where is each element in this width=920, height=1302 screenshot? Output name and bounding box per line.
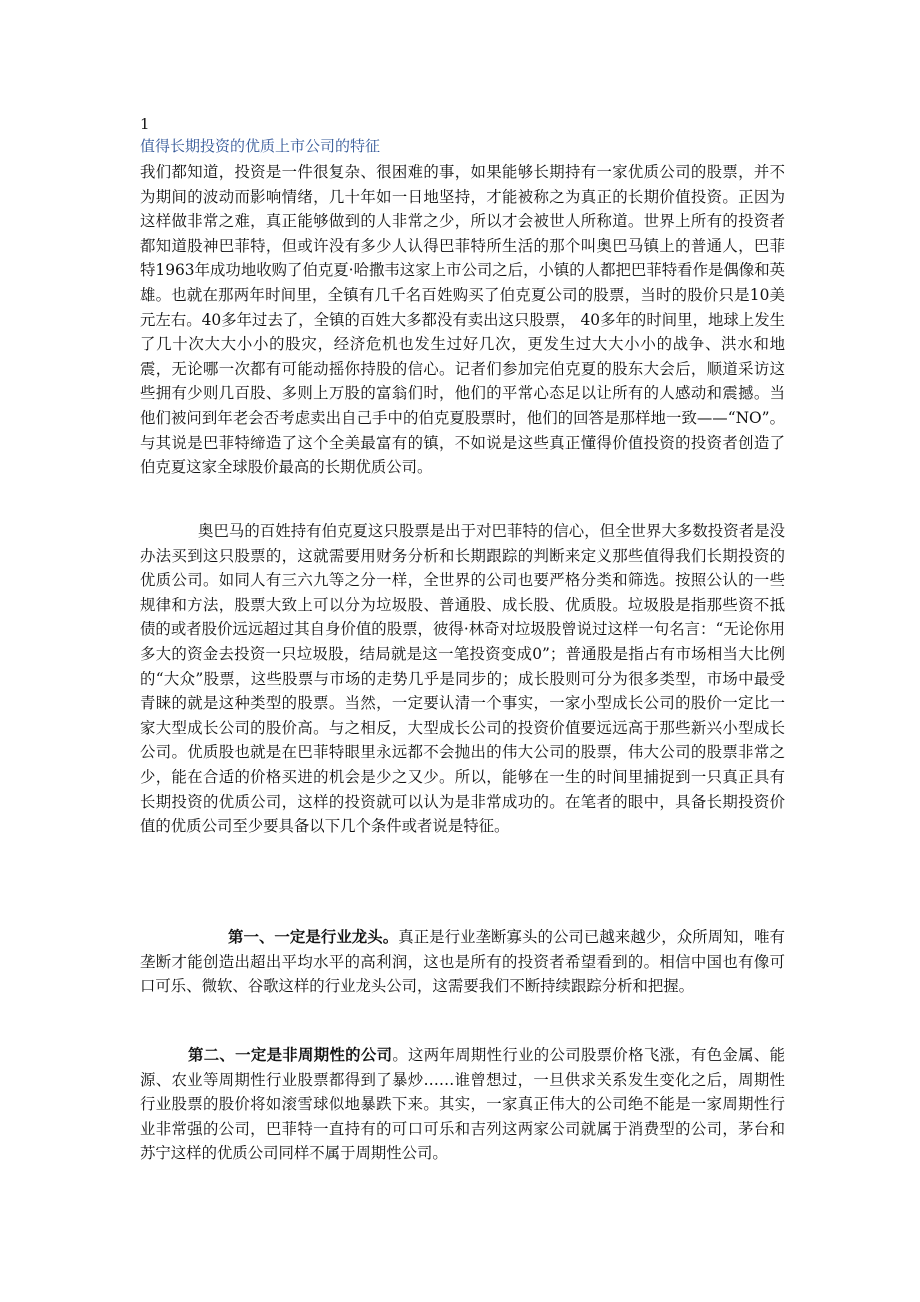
paragraph-text: 奥巴马的百姓持有伯克夏这只股票是出于对巴菲特的信心，但全世界大多数投资者是没办法买到这只股票的，这就需要用财务分析和长期跟踪的判断来定义那些值得我们长期投资的优质公司。如同人有三六九等之分一样，全世界的公司也要严格分类和筛选。按照公认的一些规律和方法，股票大致上可以分为垃圾股、普通股、成长股、优质股。垃圾股是指那些资不抵债的或者股价远远超过其自身价值的股票，彼得·林奇对垃圾股曾说过这样一句名言：“无论你用多大的资金去投资一只垃圾股，结局就是这一笔投资变成0”；普通股是指占有市场相当大比例的“大众”股票，这些股票与市场的走势几乎是同步的；成长股则可分为很多类型，市场中最受青睐的就是这种类型的股票。当然，一定要认清一个事实，一家小型成长公司的股价一定比一家大型成长公司的股价高。与之相反，大型成长公司的投资价值要远远高于那些新兴小型成长公司。优质股也就是在巴菲特眼里永远都不会抛出的伟大公司的股票，伟大公司的股票非常之少，能在合适的价格买进的机会是少之又少。所以，能够在一生的时间里捕捉到一只真正具有长期投资的优质公司，这样的投资就可以认为是非常成功的。在笔者的眼中，具备长期投资价值的优质公司至少要具备以下几个条件或者说是特征。: [140, 522, 785, 836]
paragraph-text: 。这两年周期性行业的公司股票价格飞涨，有色金属、能源、农业等周期性行业股票都得到了暴炒……谁曾想过，一旦供求关系发生变化之后，周期性行业股票的股价将如滚雪球似地暴跌下来。其实，一家真正伟大的公司绝不能是一家周期性行业非常强的公司，巴菲特一直持有的可口可乐和吉列这两家公司就属于消费型的公司，茅台和苏宁这样的优质公司同样不属于周期性公司。: [140, 1046, 785, 1163]
paragraph-feature-two: [140, 1043, 785, 1166]
paragraph-classification: [140, 519, 785, 839]
page-number: 1: [140, 115, 150, 133]
paragraph-lead: 第二、一定是非周期性的公司: [188, 1046, 393, 1064]
paragraph-text: 真正是行业垄断寡头的公司已越来越少，众所周知，唯有垄断才能创造出超出平均水平的高利润，这也是所有的投资者希望看到的。相信中国也有像可口可乐、微软、谷歌这样的行业龙头公司，这需要我们不断持续跟踪分析和把握。: [140, 928, 785, 996]
paragraph-feature-one: [140, 925, 785, 999]
paragraph-lead: 第一、一定是行业龙头。: [228, 928, 399, 946]
paragraph-intro: [140, 160, 785, 480]
document-title: 值得长期投资的优质上市公司的特征: [140, 137, 381, 155]
paragraph-text: 我们都知道，投资是一件很复杂、很困难的事，如果能够长期持有一家优质公司的股票，并不为期间的波动而影响情绪，几十年如一日地坚持，才能被称之为真正的长期价值投资。正因为这样做非常之难，真正能够做到的人非常之少，所以才会被世人所称道。世界上所有的投资者都知道股神巴菲特，但或许没有多少人认得巴菲特所生活的那个叫奥巴马镇上的普通人，巴菲特1963年成功地收购了伯克夏·哈撒韦这家上市公司之后，小镇的人都把巴菲特看作是偶像和英雄。也就在那两年时间里，全镇有几千名百姓购买了伯克夏公司的股票，当时的股价只是10美元左右。40多年过去了，全镇的百姓大多都没有卖出这只股票， 40多年的时间里，地球上发生了几十次大大小小的股灾，经济危机也发生过好几次，更发生过大大小小的战争、洪水和地震，无论哪一次都有可能动摇你持股的信心。记者们参加完伯克夏的股东大会后，顺道采访这些拥有少则几百股、多则上万股的富翁们时，他们的平常心态足以让所有的人感动和震撼。当他们被问到年老会否考虑卖出自己手中的伯克夏股票时，他们的回答是那样地一致——“NO”。与其说是巴菲特缔造了这个全美最富有的镇，不如说是这些真正懂得价值投资的投资者创造了伯克夏这家全球股价最高的长期优质公司。: [140, 163, 785, 477]
